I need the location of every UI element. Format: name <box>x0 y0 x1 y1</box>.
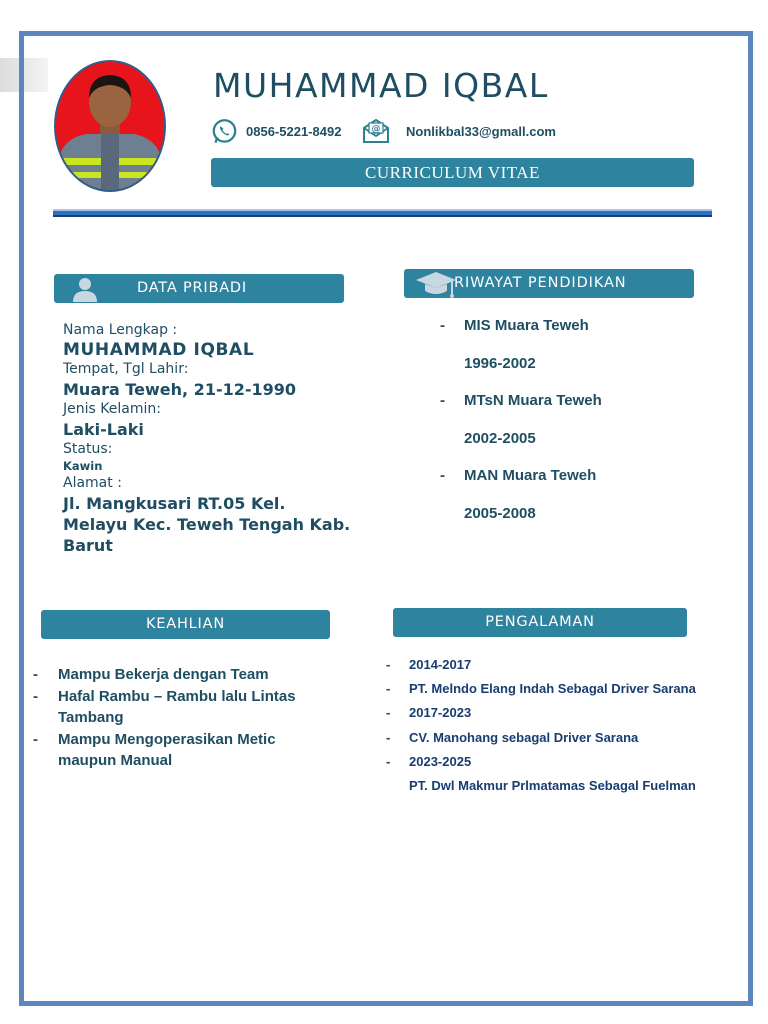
alamat-label: Alamat : <box>63 475 122 491</box>
email-contact <box>362 118 556 144</box>
email-address: Nonlikbal33@gmall.com <box>406 123 556 139</box>
nama-label: Nama Lengkap : <box>63 322 178 338</box>
section-header-pengalaman <box>393 608 687 637</box>
list-item <box>440 354 700 392</box>
list-item-text: 2023-2025 <box>409 753 472 769</box>
bullet <box>440 429 464 467</box>
list-item <box>440 504 700 542</box>
bullet: - <box>440 392 445 409</box>
graduation-cap-icon <box>414 270 458 304</box>
bullet <box>440 354 464 392</box>
section-title-keahlian: KEAHLIAN <box>145 616 225 632</box>
header-divider <box>53 209 712 217</box>
phone-contact <box>211 118 341 145</box>
svg-text:@: @ <box>371 124 381 135</box>
status-value: Kawin <box>63 459 103 473</box>
list-item <box>440 466 700 504</box>
list-item <box>33 664 333 686</box>
section-header-keahlian <box>41 610 330 639</box>
bullet: - <box>440 467 445 484</box>
phone-number: 0856-5221-8492 <box>246 124 342 139</box>
list-item-text: Hafal Rambu – Rambu lalu Lintas Tambang <box>58 687 296 726</box>
bullet: - <box>33 687 38 705</box>
list-item <box>386 777 726 801</box>
list-item-text: MTsN Muara Teweh <box>464 392 602 409</box>
section-header-pribadi <box>54 274 344 303</box>
bullet: - <box>440 317 445 334</box>
experience-list <box>386 656 726 801</box>
list-item-text: PT. Dwl Makmur Prlmatamas Sebagal Fuelman <box>409 777 696 793</box>
bullet: - <box>386 681 391 697</box>
profile-photo <box>54 60 166 192</box>
bullet: - <box>386 729 391 745</box>
list-item <box>386 729 726 753</box>
bullet <box>440 504 464 542</box>
bullet: - <box>386 753 391 769</box>
list-item <box>440 391 700 429</box>
ttl-label: Tempat, Tgl Lahir: <box>63 361 189 377</box>
list-item <box>386 704 726 728</box>
list-item <box>440 316 700 354</box>
nama-value: MUHAMMAD IQBAL <box>63 340 255 360</box>
alamat-value: Jl. Mangkusari RT.05 Kel. Melayu Kec. Teweh Tengah Kab. Barut <box>63 494 351 555</box>
candidate-name: MUHAMMAD IQBAL <box>213 66 549 105</box>
list-item <box>386 656 726 680</box>
jk-value: Laki-Laki <box>63 420 144 439</box>
section-title-pribadi: DATA PRIBADI <box>137 280 247 296</box>
section-title-pendidikan: RIWAYAT PENDIDIKAN <box>454 275 627 291</box>
bullet: - <box>386 705 391 721</box>
user-icon <box>71 276 99 302</box>
section-header-pendidikan <box>404 269 694 298</box>
list-item-text: 2002-2005 <box>464 429 536 447</box>
bullet: - <box>33 730 38 748</box>
list-item-text: PT. Melndo Elang Indah Sebagal Driver Sarana <box>409 681 696 697</box>
ttl-value: Muara Teweh, 21-12-1990 <box>63 380 297 399</box>
bullet: - <box>386 657 391 672</box>
list-item <box>33 686 333 729</box>
list-item <box>386 753 726 777</box>
cv-title-bar: CURRICULUM VITAE <box>211 158 694 187</box>
list-item-text: 2017-2023 <box>409 705 472 721</box>
list-item-text: CV. Manohang sebagal Driver Sarana <box>409 729 639 745</box>
list-item-text: 2005-2008 <box>464 504 536 522</box>
list-item <box>440 429 700 467</box>
education-list <box>440 316 700 541</box>
personal-data <box>63 321 353 556</box>
list-item-text: MAN Muara Teweh <box>464 467 597 484</box>
bullet: - <box>33 666 38 683</box>
list-item-text: Mampu Bekerja dengan Team <box>58 666 269 683</box>
list-item <box>386 680 726 704</box>
list-item-text: 1996-2002 <box>464 354 536 372</box>
section-title-pengalaman: PENGALAMAN <box>485 614 595 630</box>
skills-list <box>33 664 333 772</box>
status-label: Status: <box>63 441 113 457</box>
email-icon <box>362 118 390 144</box>
jk-label: Jenis Kelamin: <box>63 401 161 417</box>
list-item-text: MIS Muara Teweh <box>464 317 589 334</box>
list-item-text: Mampu Mengoperasikan Metic maupun Manual <box>58 730 276 769</box>
whatsapp-icon <box>211 118 238 145</box>
bullet <box>386 777 409 801</box>
list-item <box>33 729 333 772</box>
list-item-text: 2014-2017 <box>409 657 472 672</box>
